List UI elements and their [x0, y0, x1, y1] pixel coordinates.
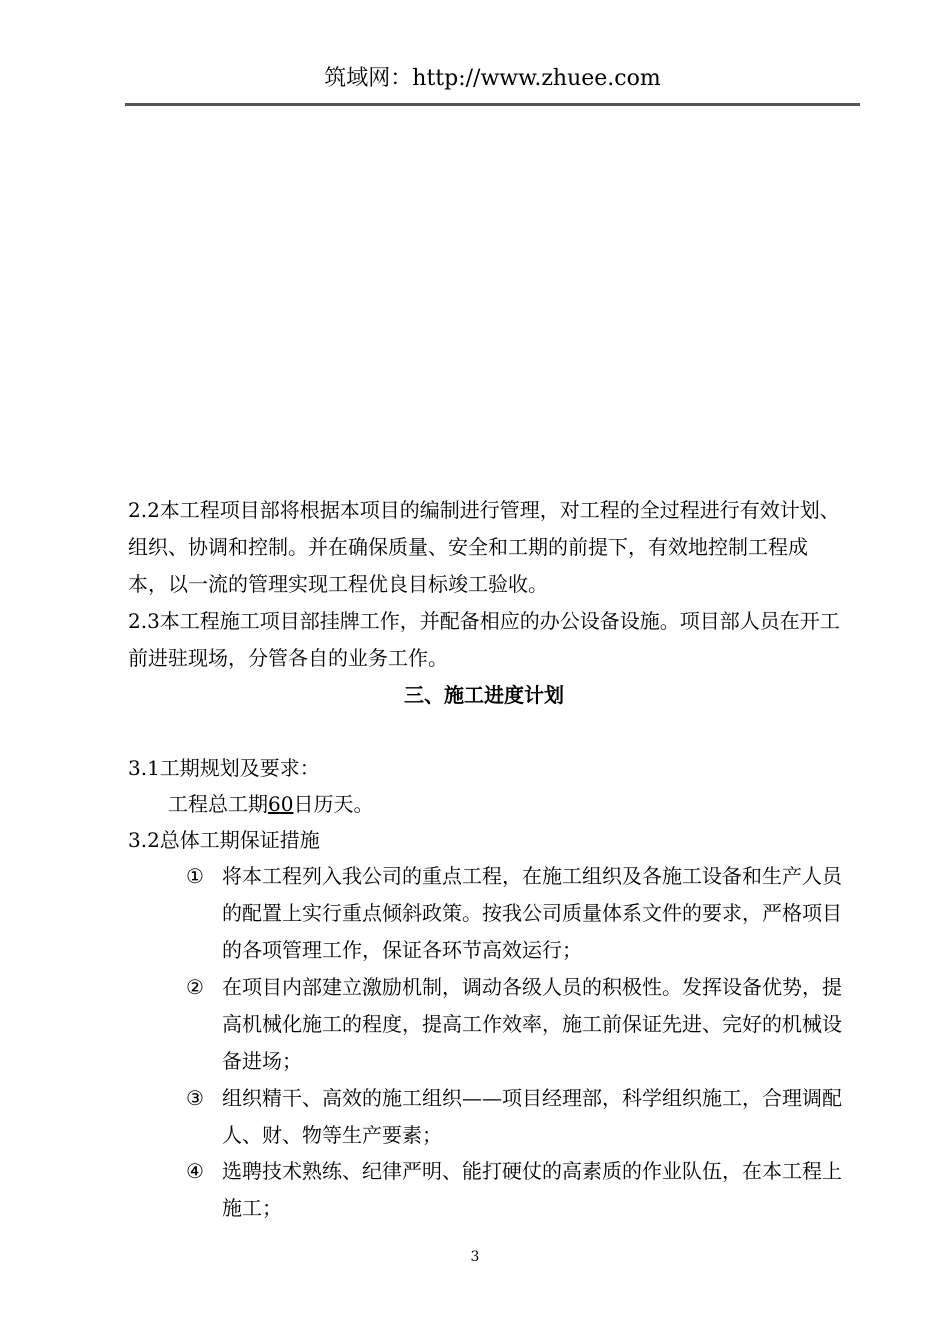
paragraph-2-2: 2.2本工程项目部将根据本项目的编制进行管理，对工程的全过程进行有效计划、组织、协调和控制。并在确保质量、安全和工期的前提下，有效地控制工程成本，以一流的管理实现工程优良目标竣工验收。 [128, 498, 840, 596]
list-marker: ③ [186, 1086, 204, 1110]
list-marker: ① [186, 864, 204, 888]
list-item-text: 组织精干、高效的施工组织——项目经理部，科学组织施工，合理调配人、财、物等生产要素； [222, 1086, 842, 1147]
page-number: 3 [470, 1249, 480, 1265]
list-item [186, 858, 846, 969]
section-title: 三、施工进度计划 [404, 683, 564, 707]
duration-suffix: 日历天。 [293, 792, 374, 816]
list-marker: ② [186, 975, 204, 999]
subsection-3-1-title: 3.1工期规划及要求： [128, 756, 320, 780]
subsection-3-2-title: 3.2总体工期保证措施 [128, 828, 320, 852]
list-item [186, 1153, 846, 1227]
list-item-text: 将本工程列入我公司的重点工程，在施工组织及各施工设备和生产人员的配置上实行重点倾斜政策。按我公司质量体系文件的要求，严格项目的各项管理工作，保证各环节高效运行； [222, 864, 842, 962]
list-item [186, 1080, 846, 1154]
list-item [186, 969, 846, 1080]
page-header: 筑域网：http://www.zhuee.com [324, 66, 661, 91]
paragraph-2-3: 2.3本工程施工项目部挂牌工作，并配备相应的办公设备设施。项目部人员在开工前进驻现场，分管各自的业务工作。 [128, 609, 840, 670]
duration-prefix: 工程总工期 [168, 792, 268, 816]
list-marker: ④ [186, 1159, 204, 1183]
duration-days: 60 [268, 792, 294, 816]
list-item-text: 在项目内部建立激励机制，调动各级人员的积极性。发挥设备优势，提高机械化施工的程度，提高工作效率，施工前保证先进、完好的机械设备进场； [222, 975, 842, 1073]
list-item-text: 选聘技术熟练、纪律严明、能打硬仗的高素质的作业队伍，在本工程上施工； [222, 1159, 842, 1220]
total-duration-line [168, 789, 373, 819]
header-divider [125, 103, 860, 106]
